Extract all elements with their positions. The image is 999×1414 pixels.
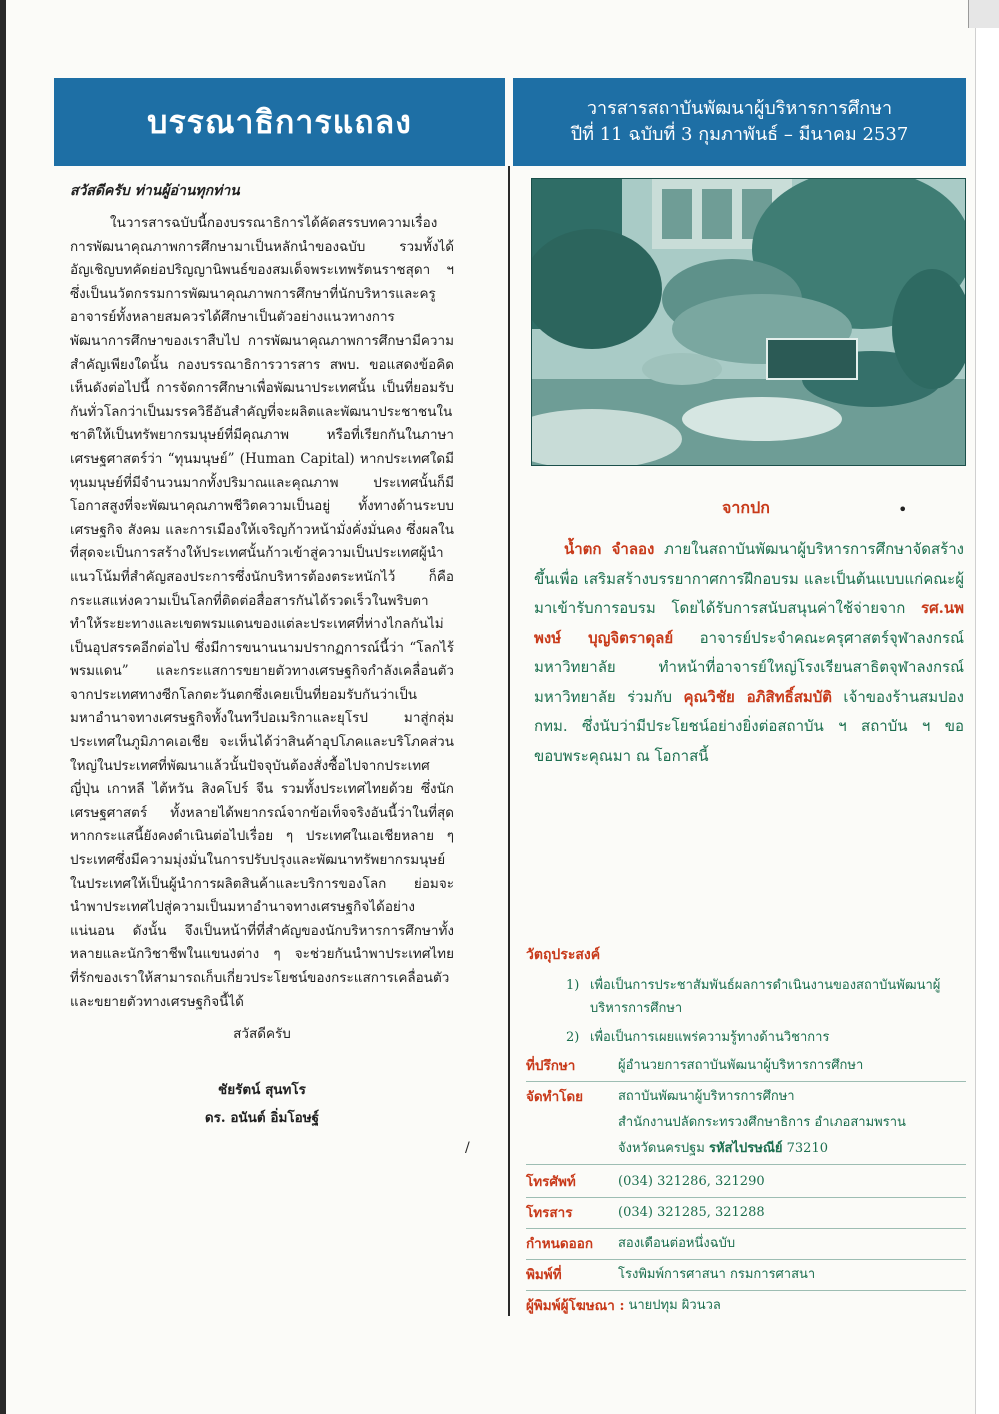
schedule-row <box>526 1231 966 1257</box>
objective-text: เพื่อเป็นการเผยแพร่ความรู้ทางด้านวิชาการ <box>590 1030 830 1045</box>
editorial-paragraph: ในวารสารฉบับนี้กองบรรณาธิการได้คัดสรรบทความเรื่องการพัฒนาคุณภาพการศึกษามาเป็นหลักนำของฉบับ รวมทั้งได้อัญเชิญบทคัดย่อปริญญานิพนธ์ของสมเด็จพระเทพรัตนราชสุดา ฯ ซึ่งเป็นนวัตกรรมการพัฒนาคุณภาพการศึกษาที่นักบริหารและครูอาจารย์ทั้งหลายสมควรได้ศึกษาเป็นตัวอย่างแนวทางการพัฒนาการศึกษาของเราสืบไป การพัฒนาคุณภาพการศึกษามีความสำคัญเพียงใดนั้น กองบรรณาธิการวารสาร สพบ. ขอแสดงข้อคิดเห็นดังต่อไปนี้ การจัดการศึกษาเพื่อพัฒนาประเทศนั้น เป็นที่ยอมรับกันทั่วโลกว่าเป็นมรรควิธีอันสำคัญที่จะผลิตและพัฒนาประชาชนในชาติให้เป็นทรัพยากรมนุษย์ที่มีคุณภาพ หรือที่เรียกกันในภาษาเศรษฐศาสตร์ว่า “ทุนมนุษย์” (Human Capital) หากประเทศใดมีทุนมนุษย์ที่มีจำนวนมากทั้งปริมาณและคุณภาพ ประเทศนั้นก็มีโอกาสสูงที่จะพัฒนาคุณภาพชีวิตความเป็นอยู่ ทั้งทางด้านระบบเศรษฐกิจ สังคม และการเมืองให้เจริญก้าวหน้ามั่งคั่งมั่นคง ซึ่งผลในที่สุดจะเป็นการสร้างให้ประเทศนั้นก้าวเข้าสู่ความเป็นประเทศผู้นำ แนวโน้มที่สำคัญสองประการซึ่งนักบริหารต้องตระหนักไว้ ก็คือกระแสแห่งความเป็นโลกที่ติดต่อสื่อสารกันได้รวดเร็วในพริบตาทำให้ระยะทางและเขตพรมแดนของแต่ละประเทศที่ห่างไกลกันไม่เป็นอุปสรรคอีกต่อไป ซึ่งมีการขนานนามปรากฏการณ์นี้ว่า “โลกไร้พรมแดน” และกระแสการขยายตัวทางเศรษฐกิจกำลังเคลื่อนตัวจากประเทศทางซีกโลกตะวันตกซึ่งเคยเป็นที่ยอมรับกันว่าเป็นมหาอำนาจทางเศรษฐกิจทั้งในทวีปอเมริกาและยุโรป มาสู่กลุ่มประเทศในภูมิภาคเอเชีย จะเห็นได้ว่าสินค้าอุปโภคและบริโภคส่วนใหญ่ในประเทศที่พัฒนาแล้วนั้นปัจจุบันต้องสั่งซื้อไปจากประเทศญี่ปุ่น เกาหลี ไต้หวัน สิงคโปร์ จีน รวมทั้งประเทศไทยด้วย ซึ่งนักเศรษฐศาสตร์ ทั้งหลายได้พยากรณ์จากข้อเท็จจริงอันนี้ว่าในที่สุดหากกระแสนี้ยังคงดำเนินต่อไปเรื่อย ๆ ประเทศในเอเชียหลาย ๆ ประเทศซึ่งมีความมุ่งมั่นในการปรับปรุงและพัฒนาทรัพยากรมนุษย์ในประเทศให้เป็นผู้นำการผลิตสินค้าและบริการของโลก ย่อมจะนำพาประเทศไปสู่ความเป็นมหาอำนาจทางเศรษฐกิจได้อย่างแน่นอน ดังนั้น จึงเป็นหน้าที่ที่สำคัญของนักบริหารการศึกษาทั้งหลายและนักวิชาชีพในแขนงต่าง ๆ จะช่วยกันนำพาประเทศไทยที่รักของเราให้สามารถเก็บเกี่ยวประโยชน์ของกระแสการเคลื่อนตัวและขยายตัวทางเศรษฐกิจนี้ได้ <box>70 215 454 1010</box>
fax-label: โทรสาร <box>526 1205 573 1221</box>
phone-value: (034) 321286, 321290 <box>618 1174 765 1189</box>
producer-line-2: สำนักงานปลัดกระทรวงศึกษาธิการ อำเภอสามพราน <box>618 1115 906 1130</box>
divider <box>526 1081 966 1082</box>
schedule-value: สองเดือนต่อหนึ่งฉบับ <box>618 1236 736 1251</box>
producer-province: จังหวัดนครปฐม <box>618 1141 705 1156</box>
producer-value <box>618 1084 966 1162</box>
postcode-label: รหัสไปรษณีย์ <box>708 1141 783 1156</box>
phone-row <box>526 1169 966 1195</box>
signature-name-2: ดร. อนันต์ อิ่มโอษฐ์ <box>204 1110 320 1127</box>
objective-number: 2) <box>566 1030 580 1045</box>
cover-highlight-partner: คุณวิชัย อภิสิทธิ์สมบัติ <box>683 687 833 706</box>
page-edge-right <box>975 0 999 1414</box>
producer-line-3 <box>618 1136 966 1162</box>
divider <box>526 1290 966 1291</box>
postcode-value: 73210 <box>786 1141 828 1156</box>
advisor-row <box>526 1053 966 1079</box>
cover-caption <box>534 535 964 771</box>
producer-label: จัดทำโดย <box>526 1089 584 1105</box>
objectives-title: วัตถุประสงค์ <box>526 947 601 963</box>
cover-indent <box>534 540 564 558</box>
paper-tab <box>968 0 999 28</box>
producer-line-1: สถาบันพัฒนาผู้บริหารการศึกษา <box>618 1089 795 1104</box>
advisor-label: ที่ปรึกษา <box>526 1058 576 1074</box>
objective-item <box>566 1026 966 1049</box>
schedule-label: กำหนดออก <box>526 1236 594 1252</box>
cover-photo <box>531 178 966 466</box>
objective-number: 1) <box>566 978 580 993</box>
stray-mark: / <box>465 1140 470 1156</box>
publisher-label: ผู้พิมพ์ผู้โฆษณา : <box>526 1298 625 1314</box>
signature-name-1: ชัยรัตน์ สุนทโร <box>218 1082 306 1099</box>
fax-row <box>526 1200 966 1226</box>
printer-row <box>526 1262 966 1288</box>
journal-issue: ปีที่ 11 ฉบับที่ 3 กุมภาพันธ์ – มีนาคม 2537 <box>570 124 909 145</box>
column-divider <box>508 166 510 1316</box>
page-edge-left <box>0 0 6 1414</box>
publisher-row <box>526 1293 966 1319</box>
journal-info <box>526 944 966 1319</box>
stray-dot: • <box>898 500 908 519</box>
editorial-closing: สวัสดีครับ <box>233 1026 291 1043</box>
producer-row <box>526 1084 966 1162</box>
publisher-value: นายปทุม ผิวนวล <box>628 1298 721 1313</box>
waterfall-garden-image <box>532 179 965 465</box>
editorial-signatures <box>70 1076 454 1132</box>
editorial-header <box>54 78 505 166</box>
printer-value: โรงพิมพ์การศาสนา กรมการศาสนา <box>618 1267 816 1282</box>
journal-header <box>513 78 966 166</box>
fax-value: (034) 321285, 321288 <box>618 1205 765 1220</box>
cover-highlight-sponsor: รศ.นพพงษ์ บุญจิตราดุลย์ <box>534 599 964 647</box>
divider <box>526 1259 966 1260</box>
cover-text-3: เจ้าของร้านสมปอง กทม. ซึ่งนับว่ามีประโยชน์อย่างยิ่งต่อสถาบัน ฯ สถาบัน ฯ ขอขอบพระคุณมา ณ โอกาสนี้ <box>534 687 964 765</box>
editorial-greeting: สวัสดีครับ ท่านผู้อ่านทุกท่าน <box>70 183 240 199</box>
editorial-title: บรรณาธิการแถลง <box>147 102 412 141</box>
cover-caption-title: จากปก <box>722 498 770 517</box>
phone-label: โทรศัพท์ <box>526 1174 576 1190</box>
cover-text-2: อาจารย์ประจำคณะครุศาสตร์จุฬาลงกรณ์มหาวิทยาลัย ทำหน้าที่อาจารย์ใหญ่โรงเรียนสาธิตจุฬาลงกรณ์มหาวิทยาลัย ร่วมกับ <box>534 628 964 706</box>
objective-item <box>566 974 966 1020</box>
divider <box>526 1197 966 1198</box>
divider <box>526 1228 966 1229</box>
printer-label: พิมพ์ที่ <box>526 1267 562 1283</box>
cover-text-1: ภายในสถาบันพัฒนาผู้บริหารการศึกษาจัดสร้างขึ้นเพื่อ เสริมสร้างบรรยากาศการฝึกอบรม และเป็นต้นแบบแก่คณะผู้มาเข้ารับการอบรม โดยได้รับการสนับสนุนค่าใช้จ่ายจาก <box>534 540 964 617</box>
cover-highlight-waterfall: น้ำตก จำลอง <box>564 540 655 558</box>
editorial-body <box>70 212 454 1014</box>
editorial-column <box>70 172 454 1132</box>
divider <box>526 1164 966 1165</box>
advisor-value: ผู้อำนวยการสถาบันพัฒนาผู้บริหารการศึกษา <box>618 1058 864 1073</box>
objective-text: เพื่อเป็นการประชาสัมพันธ์ผลการดำเนินงานของสถาบันพัฒนาผู้บริหารการศึกษา <box>590 978 941 1016</box>
journal-title: วารสารสถาบันพัฒนาผู้บริหารการศึกษา <box>586 98 893 119</box>
